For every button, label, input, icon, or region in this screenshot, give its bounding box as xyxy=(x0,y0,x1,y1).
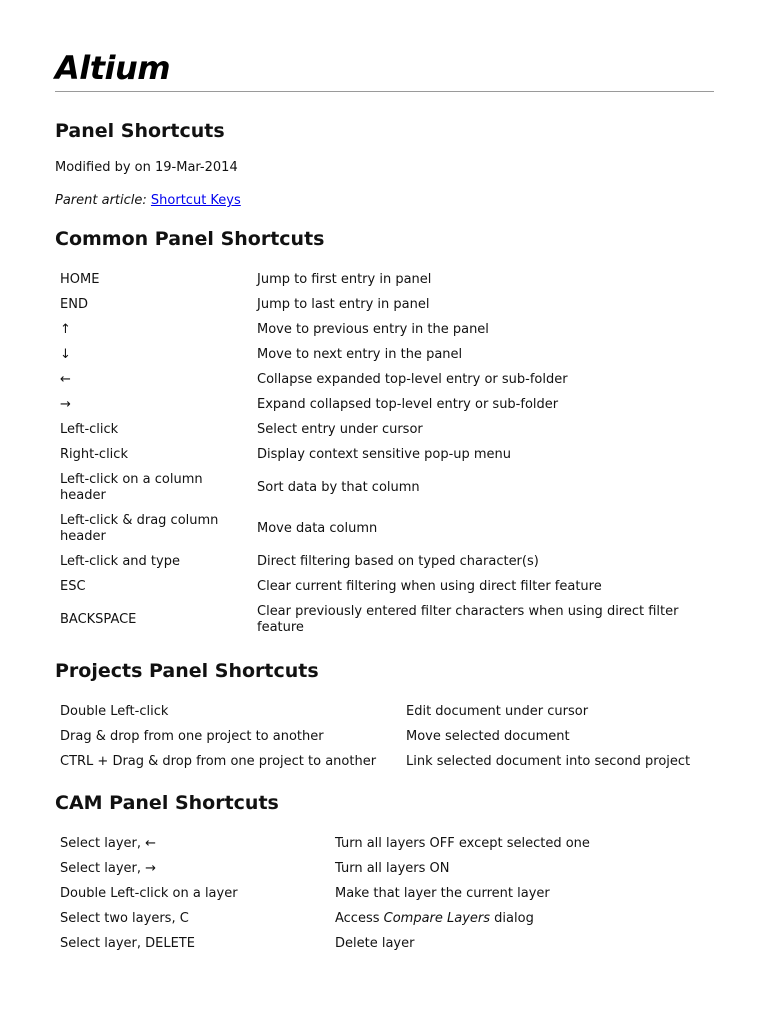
table-row xyxy=(55,467,714,508)
shortcut-action: Collapse expanded top-level entry or sub-folder xyxy=(257,371,568,387)
table-row xyxy=(55,906,595,931)
shortcut-action: Move data column xyxy=(257,520,378,536)
shortcut-key: Right-click xyxy=(60,446,128,462)
table-row xyxy=(55,724,695,749)
shortcut-key: END xyxy=(60,296,88,312)
shortcut-key: Select layer, ← xyxy=(60,835,157,851)
table-row xyxy=(55,881,595,906)
parent-article xyxy=(55,193,241,208)
table-row xyxy=(55,856,595,881)
shortcut-action: Delete layer xyxy=(335,935,415,951)
shortcut-action: Move selected document xyxy=(406,728,570,744)
shortcut-key: Left-click on a column header xyxy=(60,471,203,503)
shortcut-action: Turn all layers OFF except selected one xyxy=(335,835,590,851)
table-row xyxy=(55,342,714,367)
shortcut-action: Make that layer the current layer xyxy=(335,885,550,901)
shortcut-key: ↑ xyxy=(60,321,71,337)
shortcut-action: Select entry under cursor xyxy=(257,421,423,437)
table-row xyxy=(55,699,695,724)
shortcut-action xyxy=(330,906,595,931)
table-row xyxy=(55,508,714,549)
projects-panel-heading: Projects Panel Shortcuts xyxy=(55,660,319,682)
table-row xyxy=(55,367,714,392)
table-row xyxy=(55,749,695,774)
table-row xyxy=(55,831,595,856)
shortcut-key: Double Left-click xyxy=(60,703,169,719)
action-text: Access xyxy=(335,910,384,926)
common-panel-heading: Common Panel Shortcuts xyxy=(55,228,325,250)
shortcut-action: Jump to last entry in panel xyxy=(257,296,430,312)
table-row xyxy=(55,574,714,599)
shortcut-key: Left-click & drag column header xyxy=(60,512,219,544)
shortcut-action: Turn all layers ON xyxy=(335,860,450,876)
shortcut-key: Left-click and type xyxy=(60,553,180,569)
common-shortcuts-table xyxy=(55,267,714,640)
action-text: dialog xyxy=(490,910,534,926)
shortcut-action: Display context sensitive pop-up menu xyxy=(257,446,512,462)
table-row xyxy=(55,292,714,317)
table-row xyxy=(55,317,714,342)
shortcut-key: CTRL + Drag & drop from one project to another xyxy=(60,753,377,769)
shortcut-key: ← xyxy=(60,371,71,387)
shortcut-action: Clear previously entered filter characters when using direct filter feature xyxy=(257,603,679,635)
header-divider xyxy=(55,91,714,92)
table-row xyxy=(55,931,595,956)
cam-shortcuts-table xyxy=(55,831,595,956)
table-row xyxy=(55,599,714,640)
shortcut-action: Direct filtering based on typed character(s) xyxy=(257,553,539,569)
table-row xyxy=(55,392,714,417)
shortcut-action: Sort data by that column xyxy=(257,479,420,495)
shortcut-key: Double Left-click on a layer xyxy=(60,885,238,901)
page-title: Panel Shortcuts xyxy=(55,120,225,142)
shortcut-key: → xyxy=(60,396,71,412)
table-row xyxy=(55,267,714,292)
shortcut-key: Left-click xyxy=(60,421,119,437)
shortcut-key: Select layer, DELETE xyxy=(60,935,195,951)
shortcut-action: Expand collapsed top-level entry or sub-folder xyxy=(257,396,559,412)
shortcut-key: ↓ xyxy=(60,346,71,362)
shortcut-key: Drag & drop from one project to another xyxy=(60,728,324,744)
shortcut-action: Jump to first entry in panel xyxy=(257,271,432,287)
table-row xyxy=(55,549,714,574)
cam-panel-heading: CAM Panel Shortcuts xyxy=(55,792,279,814)
shortcut-keys-link[interactable]: Shortcut Keys xyxy=(150,193,241,208)
table-row xyxy=(55,417,714,442)
parent-article-label: Parent article: xyxy=(55,193,147,208)
shortcut-key: ESC xyxy=(60,578,86,594)
table-row xyxy=(55,442,714,467)
shortcut-action: Link selected document into second project xyxy=(406,753,691,769)
altium-logo: Altium xyxy=(55,49,171,87)
shortcut-key: Select layer, → xyxy=(60,860,157,876)
shortcut-action: Edit document under cursor xyxy=(406,703,589,719)
modified-info: Modified by on 19-Mar-2014 xyxy=(55,160,238,175)
projects-shortcuts-table xyxy=(55,699,695,774)
shortcut-key: HOME xyxy=(60,271,100,287)
shortcut-key: BACKSPACE xyxy=(60,611,137,627)
action-emphasis: Compare Layers xyxy=(383,910,491,926)
shortcut-action: Clear current filtering when using direct filter feature xyxy=(257,578,602,594)
shortcut-action: Move to next entry in the panel xyxy=(257,346,463,362)
shortcut-key: Select two layers, C xyxy=(60,910,189,926)
shortcut-action: Move to previous entry in the panel xyxy=(257,321,489,337)
